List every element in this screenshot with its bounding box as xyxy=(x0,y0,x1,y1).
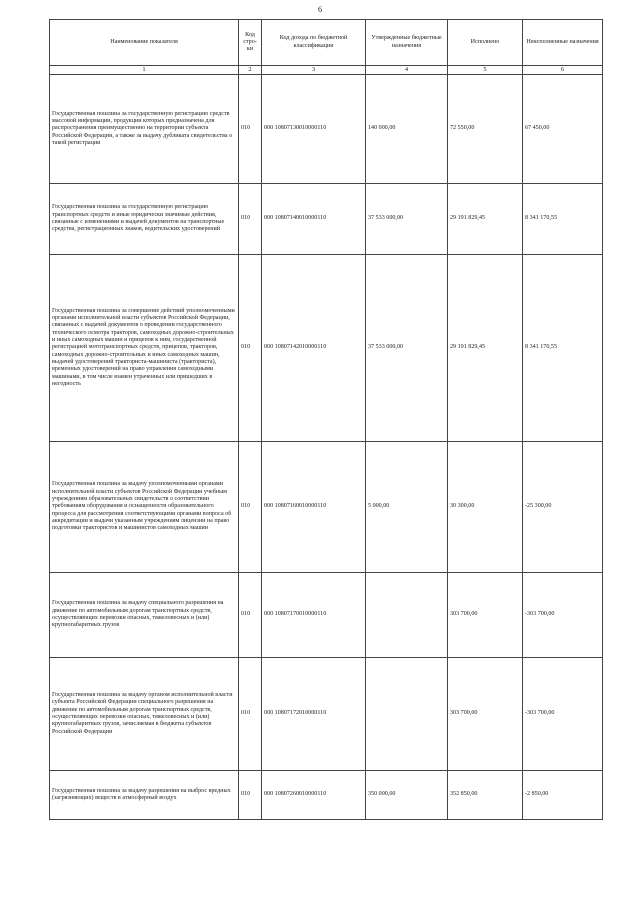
table-row xyxy=(50,75,603,184)
table-row xyxy=(50,573,603,658)
row-kbk: 000 10807260010000110 xyxy=(262,771,366,820)
column-number: 2 xyxy=(239,66,262,75)
row-approved: 37 533 000,00 xyxy=(366,184,448,255)
row-name: Государственная пошлина за совершение действий уполномоченными органами исполнительной власти субъектов Российской Федерации, связанных с выдачей документов о проведении государственного технического осмотра тракторов, самоходных дорожно-строительных и иных самоходных машин и прицепов к ним, государственной регистрацией мототранспортных средств, прицепов, тракторов, самоходных дорожно-строительных и иных самоходных машин, выдачей удостоверений тракториста-машиниста (тракториста), временных удостоверений на право управления самоходными машинами, в том числе взамен утраченных или пришедших в негодность xyxy=(50,255,239,442)
row-approved xyxy=(366,658,448,771)
row-executed: 352 850,00 xyxy=(448,771,523,820)
row-code: 010 xyxy=(239,573,262,658)
row-unexecuted: -2 850,00 xyxy=(523,771,603,820)
row-code: 010 xyxy=(239,442,262,573)
table-row xyxy=(50,442,603,573)
table-row xyxy=(50,771,603,820)
row-approved xyxy=(366,573,448,658)
column-number: 4 xyxy=(366,66,448,75)
row-code: 010 xyxy=(239,255,262,442)
income-report-table xyxy=(49,19,603,820)
column-number: 1 xyxy=(50,66,239,75)
table-row xyxy=(50,658,603,771)
row-code: 010 xyxy=(239,658,262,771)
header-approved: Утвержденные бюджетные назначения xyxy=(366,20,448,66)
row-unexecuted: 8 341 170,55 xyxy=(523,184,603,255)
row-executed: 29 191 829,45 xyxy=(448,184,523,255)
row-executed: 30 300,00 xyxy=(448,442,523,573)
header-name: Наименование показателя xyxy=(50,20,239,66)
row-unexecuted: 8 341 170,55 xyxy=(523,255,603,442)
row-unexecuted: -303 700,00 xyxy=(523,573,603,658)
row-approved: 37 533 000,00 xyxy=(366,255,448,442)
row-kbk: 000 10807142010000110 xyxy=(262,255,366,442)
row-executed: 29 191 829,45 xyxy=(448,255,523,442)
row-code: 010 xyxy=(239,184,262,255)
row-code: 010 xyxy=(239,771,262,820)
row-name: Государственная пошлина за выдачу специального разрешения на движение по автомобильным дорогам транспортных средств, осуществляющих перевозки опасных, тяжеловесных и (или) крупногабаритных грузов xyxy=(50,573,239,658)
row-kbk: 000 10807160010000110 xyxy=(262,442,366,573)
row-executed: 303 700,00 xyxy=(448,573,523,658)
row-name: Государственная пошлина за выдачу разрешения на выброс вредных (загрязняющих) веществ в атмосферный воздух xyxy=(50,771,239,820)
table-row xyxy=(50,184,603,255)
header-executed: Исполнено xyxy=(448,20,523,66)
row-kbk: 000 10807130010000110 xyxy=(262,75,366,184)
row-unexecuted: 67 450,00 xyxy=(523,75,603,184)
row-name: Государственная пошлина за государственную регистрацию транспортных средств и иные юридически значимые действия, связанные с изменениями и выдачей документов на транспортные средства, регистрационных знаков, водительских удостоверений xyxy=(50,184,239,255)
column-number: 5 xyxy=(448,66,523,75)
table-header-row xyxy=(50,20,603,66)
column-number: 6 xyxy=(523,66,603,75)
row-executed: 72 550,00 xyxy=(448,75,523,184)
row-approved: 5 000,00 xyxy=(366,442,448,573)
row-approved: 350 000,00 xyxy=(366,771,448,820)
row-kbk: 000 10807170010000110 xyxy=(262,573,366,658)
column-number: 3 xyxy=(262,66,366,75)
row-unexecuted: -303 700,00 xyxy=(523,658,603,771)
row-approved: 140 000,00 xyxy=(366,75,448,184)
row-unexecuted: -25 300,00 xyxy=(523,442,603,573)
row-executed: 303 700,00 xyxy=(448,658,523,771)
row-name: Государственная пошлина за государственную регистрацию средств массовой информации, продукции которых предназначена для распространения преимущественно на территории субъекта Российской Федерации, а также за выдачу дубликата свидетельства о такой регистрации xyxy=(50,75,239,184)
row-kbk: 000 10807172010000110 xyxy=(262,658,366,771)
header-kbk: Код дохода по бюджетной классификации xyxy=(262,20,366,66)
row-name: Государственная пошлина за выдачу уполномоченными органами исполнительной власти субъектов Российской Федерации учебным учреждениям образовательных свидетельств о соответствии требованиям оборудования и оснащенности образовательного процесса для рассмотрения соответствующими органами вопроса об аккредитации и выдачи указанным учреждениям лицензии на право подготовки трактористов и машинистов самоходных машин xyxy=(50,442,239,573)
table-row xyxy=(50,255,603,442)
column-number-row xyxy=(50,66,603,75)
row-name: Государственная пошлина за выдачу органом исполнительной власти субъекта Российской Федерации специального разрешения на движение по автомобильным дорогам транспортных средств, осуществляющих перевозки опасных, тяжеловесных и (или) крупногабаритных грузов, зачисляемая в бюджеты субъектов Российской Федерации xyxy=(50,658,239,771)
row-kbk: 000 10807140010000110 xyxy=(262,184,366,255)
row-code: 010 xyxy=(239,75,262,184)
header-unexecuted: Неисполненные назначения xyxy=(523,20,603,66)
header-code: Код стро- ки xyxy=(239,20,262,66)
page-number: 6 xyxy=(318,5,322,14)
